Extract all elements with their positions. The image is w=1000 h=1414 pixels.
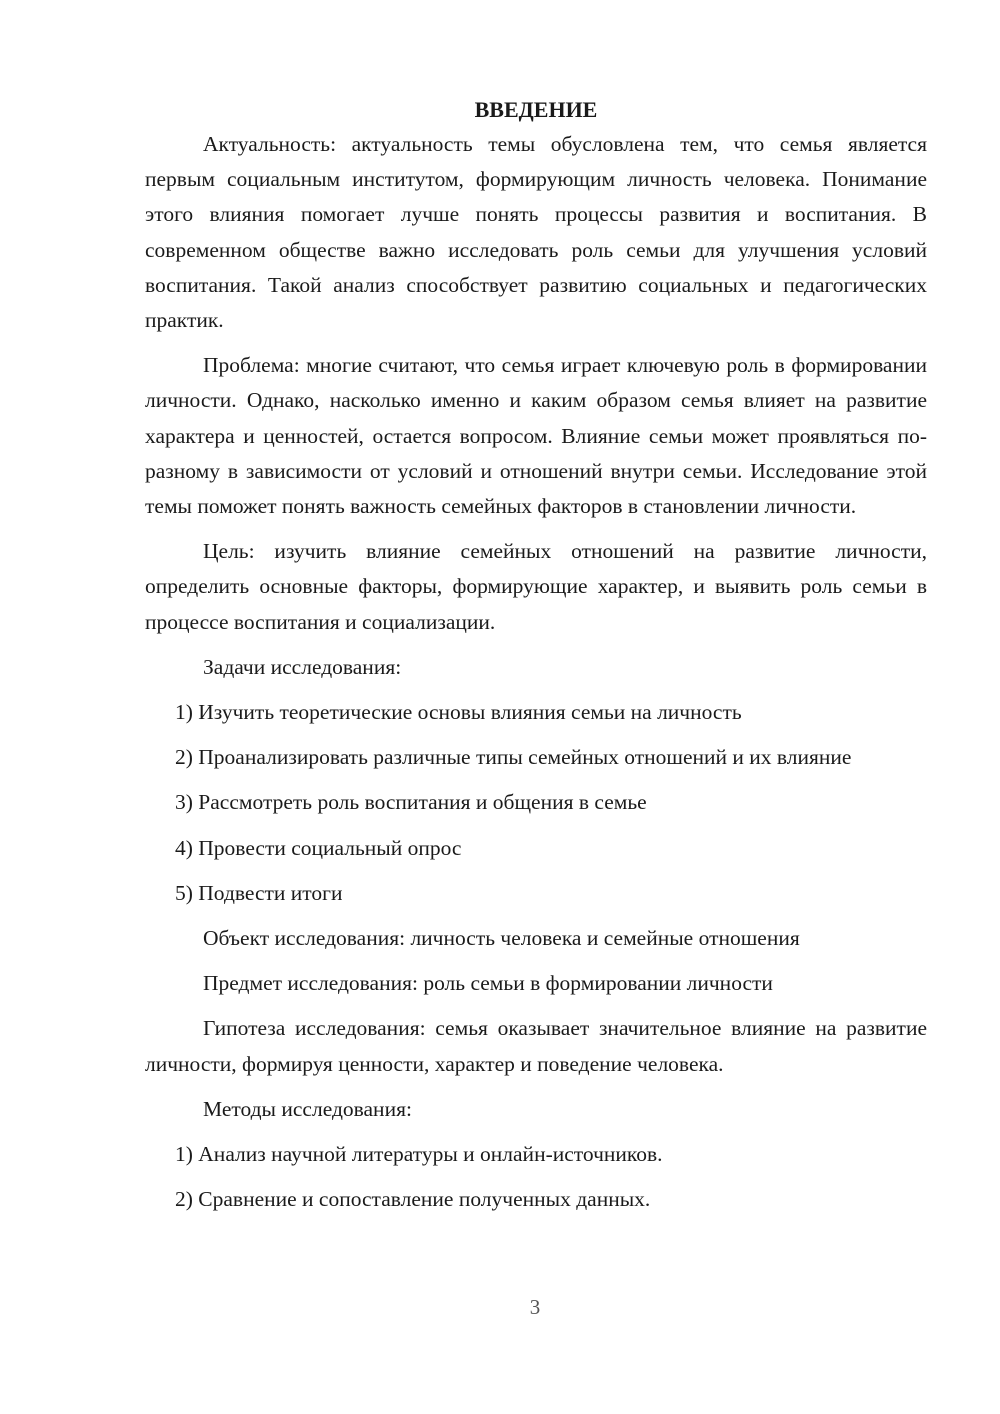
- task-item-1: 1) Изучить теоретические основы влияния семьи на личность: [175, 700, 742, 725]
- page-title: ВВЕДЕНИЕ: [474, 97, 598, 122]
- methods-heading: Методы исследования:: [203, 1096, 412, 1121]
- method-item-1: 1) Анализ научной литературы и онлайн-источников.: [175, 1142, 663, 1167]
- tasks-heading: Задачи исследования:: [203, 654, 402, 679]
- relevance-paragraph: Актуальность: актуальность темы обусловлена тем, что семья является первым социальным институтом, формирующим личность человека. Понимание этого влияния помогает лучше понять процессы развития и воспитания. В современном обществе важно исследовать роль семьи для улучшения условий воспитания. Такой анализ способствует развитию социальных и педагогических практик.: [145, 132, 927, 333]
- hypothesis-paragraph: Гипотеза исследования: семья оказывает значительное влияние на развитие личности, формируя ценности, характер и поведение человека.: [145, 1016, 927, 1076]
- goal-paragraph: Цель: изучить влияние семейных отношений на развитие личности, определить основные факторы, формирующие характер, и выявить роль семьи в процессе воспитания и социализации.: [145, 539, 927, 634]
- page-number: 3: [529, 1295, 541, 1319]
- task-item-2: 2) Проанализировать различные типы семейных отношений и их влияние: [175, 745, 852, 770]
- task-item-4: 4) Провести социальный опрос: [175, 835, 462, 860]
- object-paragraph: Объект исследования: личность человека и семейные отношения: [203, 926, 800, 951]
- problem-paragraph: Проблема: многие считают, что семья играет ключевую роль в формировании личности. Однако, насколько именно и каким образом семья влияет на развитие характера и ценностей, остается вопросом. Влияние семьи может проявляться по-разному в зависимости от условий и отношений внутри семьи. Исследование этой темы поможет понять важность семейных факторов в становлении личности.: [145, 353, 927, 519]
- task-item-3: 3) Рассмотреть роль воспитания и общения в семье: [175, 790, 647, 815]
- subject-paragraph: Предмет исследования: роль семьи в формировании личности: [203, 971, 773, 996]
- task-item-5: 5) Подвести итоги: [175, 880, 343, 905]
- method-item-2: 2) Сравнение и сопоставление полученных данных.: [175, 1187, 651, 1212]
- document-page: [145, 92, 927, 1227]
